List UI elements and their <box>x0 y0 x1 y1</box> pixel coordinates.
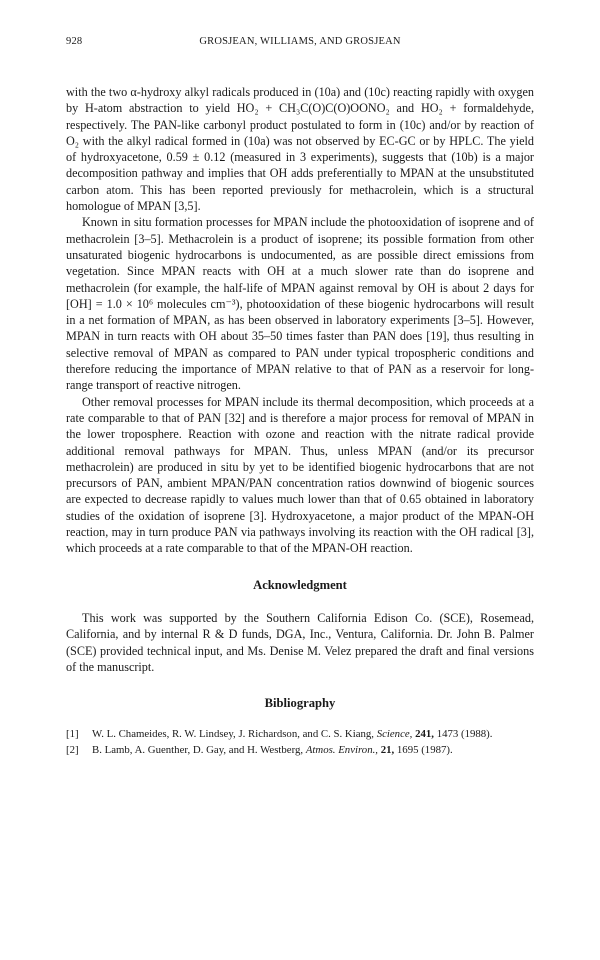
bibliography-entry-number: [2] <box>66 744 79 757</box>
bibliography-entry-volume: 21, <box>380 744 395 757</box>
running-head <box>66 36 534 52</box>
paragraph-continued: with the two α-hydroxy alkyl radicals produced in (10a) and (10c) reacting rapidly with oxygen by H-atom abstraction to yield HO₂ + CH₃C(O)C(O)OONO₂ and HO₂ + formaldehyde, respectively. The PAN-like carbonyl product postulated to form in (10c) and/or by reaction of O₂ with the alkyl radical formed in (10a) was not observed by EC-GC or by HPLC. The yield of hydroxyacetone, 0.59 ± 0.12 (measured in 3 experiments), suggests that (10b) is a major decomposition pathway and implies that OH adds preferentially to MPAN at the unsubstituted carbon atom. This has been reported previously for methacrolein, which is a structural homologue of MPAN [3,5]. <box>66 85 534 214</box>
bibliography-entry-pages-year: 1473 (1988). <box>436 728 493 741</box>
running-title: GROSJEAN, WILLIAMS, AND GROSJEAN <box>199 36 401 47</box>
acknowledgment-heading: Acknowledgment <box>253 577 347 592</box>
bibliography-entry-pages-year: 1695 (1987). <box>396 744 453 757</box>
bibliography-entry-volume: 241, <box>415 728 434 741</box>
bibliography-list <box>66 728 534 758</box>
bibliography-entry <box>66 744 534 758</box>
article-body <box>66 84 534 760</box>
bibliography-heading: Bibliography <box>264 696 336 711</box>
paragraph-mpan-removal: Other removal processes for MPAN include its thermal decomposition, which proceeds at a rate comparable to that of PAN [32] and is therefore a major process for removal of MPAN in the lower troposphere. Reaction with ozone and reaction with the nitrate radical provide additional removal pathways for MPAN. Thus, unless MPAN (and/or its precursor methacrolein) are produced in situ by yet to be identified biogenic hydrocarbons that are not precursors of PAN, ambient MPAN/PAN concentration ratios downwind of biogenic sources are expected to decrease rapidly to values much lower than that of 0.65 obtained in laboratory studies of the oxidation of isoprene [3]. Hydroxyacetone, a major product of the MPAN-OH reaction, may in turn produce PAN via pathways involving its reaction with the OH radical [3], which proceeds at a rate comparable to that of the MPAN-OH reaction. <box>66 394 534 556</box>
paragraph-mpan-formation: Known in situ formation processes for MPAN include the photooxidation of isoprene and of methacrolein [3–5]. Methacrolein is a product of isoprene; its possible formation from other unsaturated biogenic hydrocarbons is undocumented, as are possible direct emissions from vegetation. Since MPAN reacts with OH at a much slower rate than do isoprene and methacrolein (for example, the half-life of MPAN against removal by OH is about 2 days for [OH] = 1.0 × 10⁶ molecules cm⁻³), photooxidation of these biogenic hydrocarbons will result in a net formation of MPAN, as has been observed in laboratory experiments [3–5]. However, MPAN in turn reacts with OH about 35–50 times faster than PAN does [19], thus resulting in selective removal of MPAN as compared to PAN under typical tropospheric conditions and therefore reducing the importance of MPAN relative to that of PAN as a reservoir for long-range transport of reactive nitrogen. <box>66 215 534 393</box>
bibliography-entry-number: [1] <box>66 728 79 741</box>
bibliography-entry <box>66 728 534 742</box>
bibliography-entry-journal: Atmos. Environ., <box>305 744 378 757</box>
bibliography-entry-authors: B. Lamb, A. Guenther, D. Gay, and H. Westberg, <box>92 744 304 757</box>
bibliography-entry-authors: W. L. Chameides, R. W. Lindsey, J. Richardson, and C. S. Kiang, <box>92 728 374 741</box>
bibliography-entry-journal: Science, <box>376 728 413 741</box>
page-number: 928 <box>66 36 83 47</box>
acknowledgment-text: This work was supported by the Southern California Edison Co. (SCE), Rosemead, California, and by internal R & D funds, DGA, Inc., Ventura, California. Dr. John B. Palmer (SCE) provided technical input, and Ms. Denise M. Velez prepared the draft and final versions of the manuscript. <box>66 610 534 674</box>
